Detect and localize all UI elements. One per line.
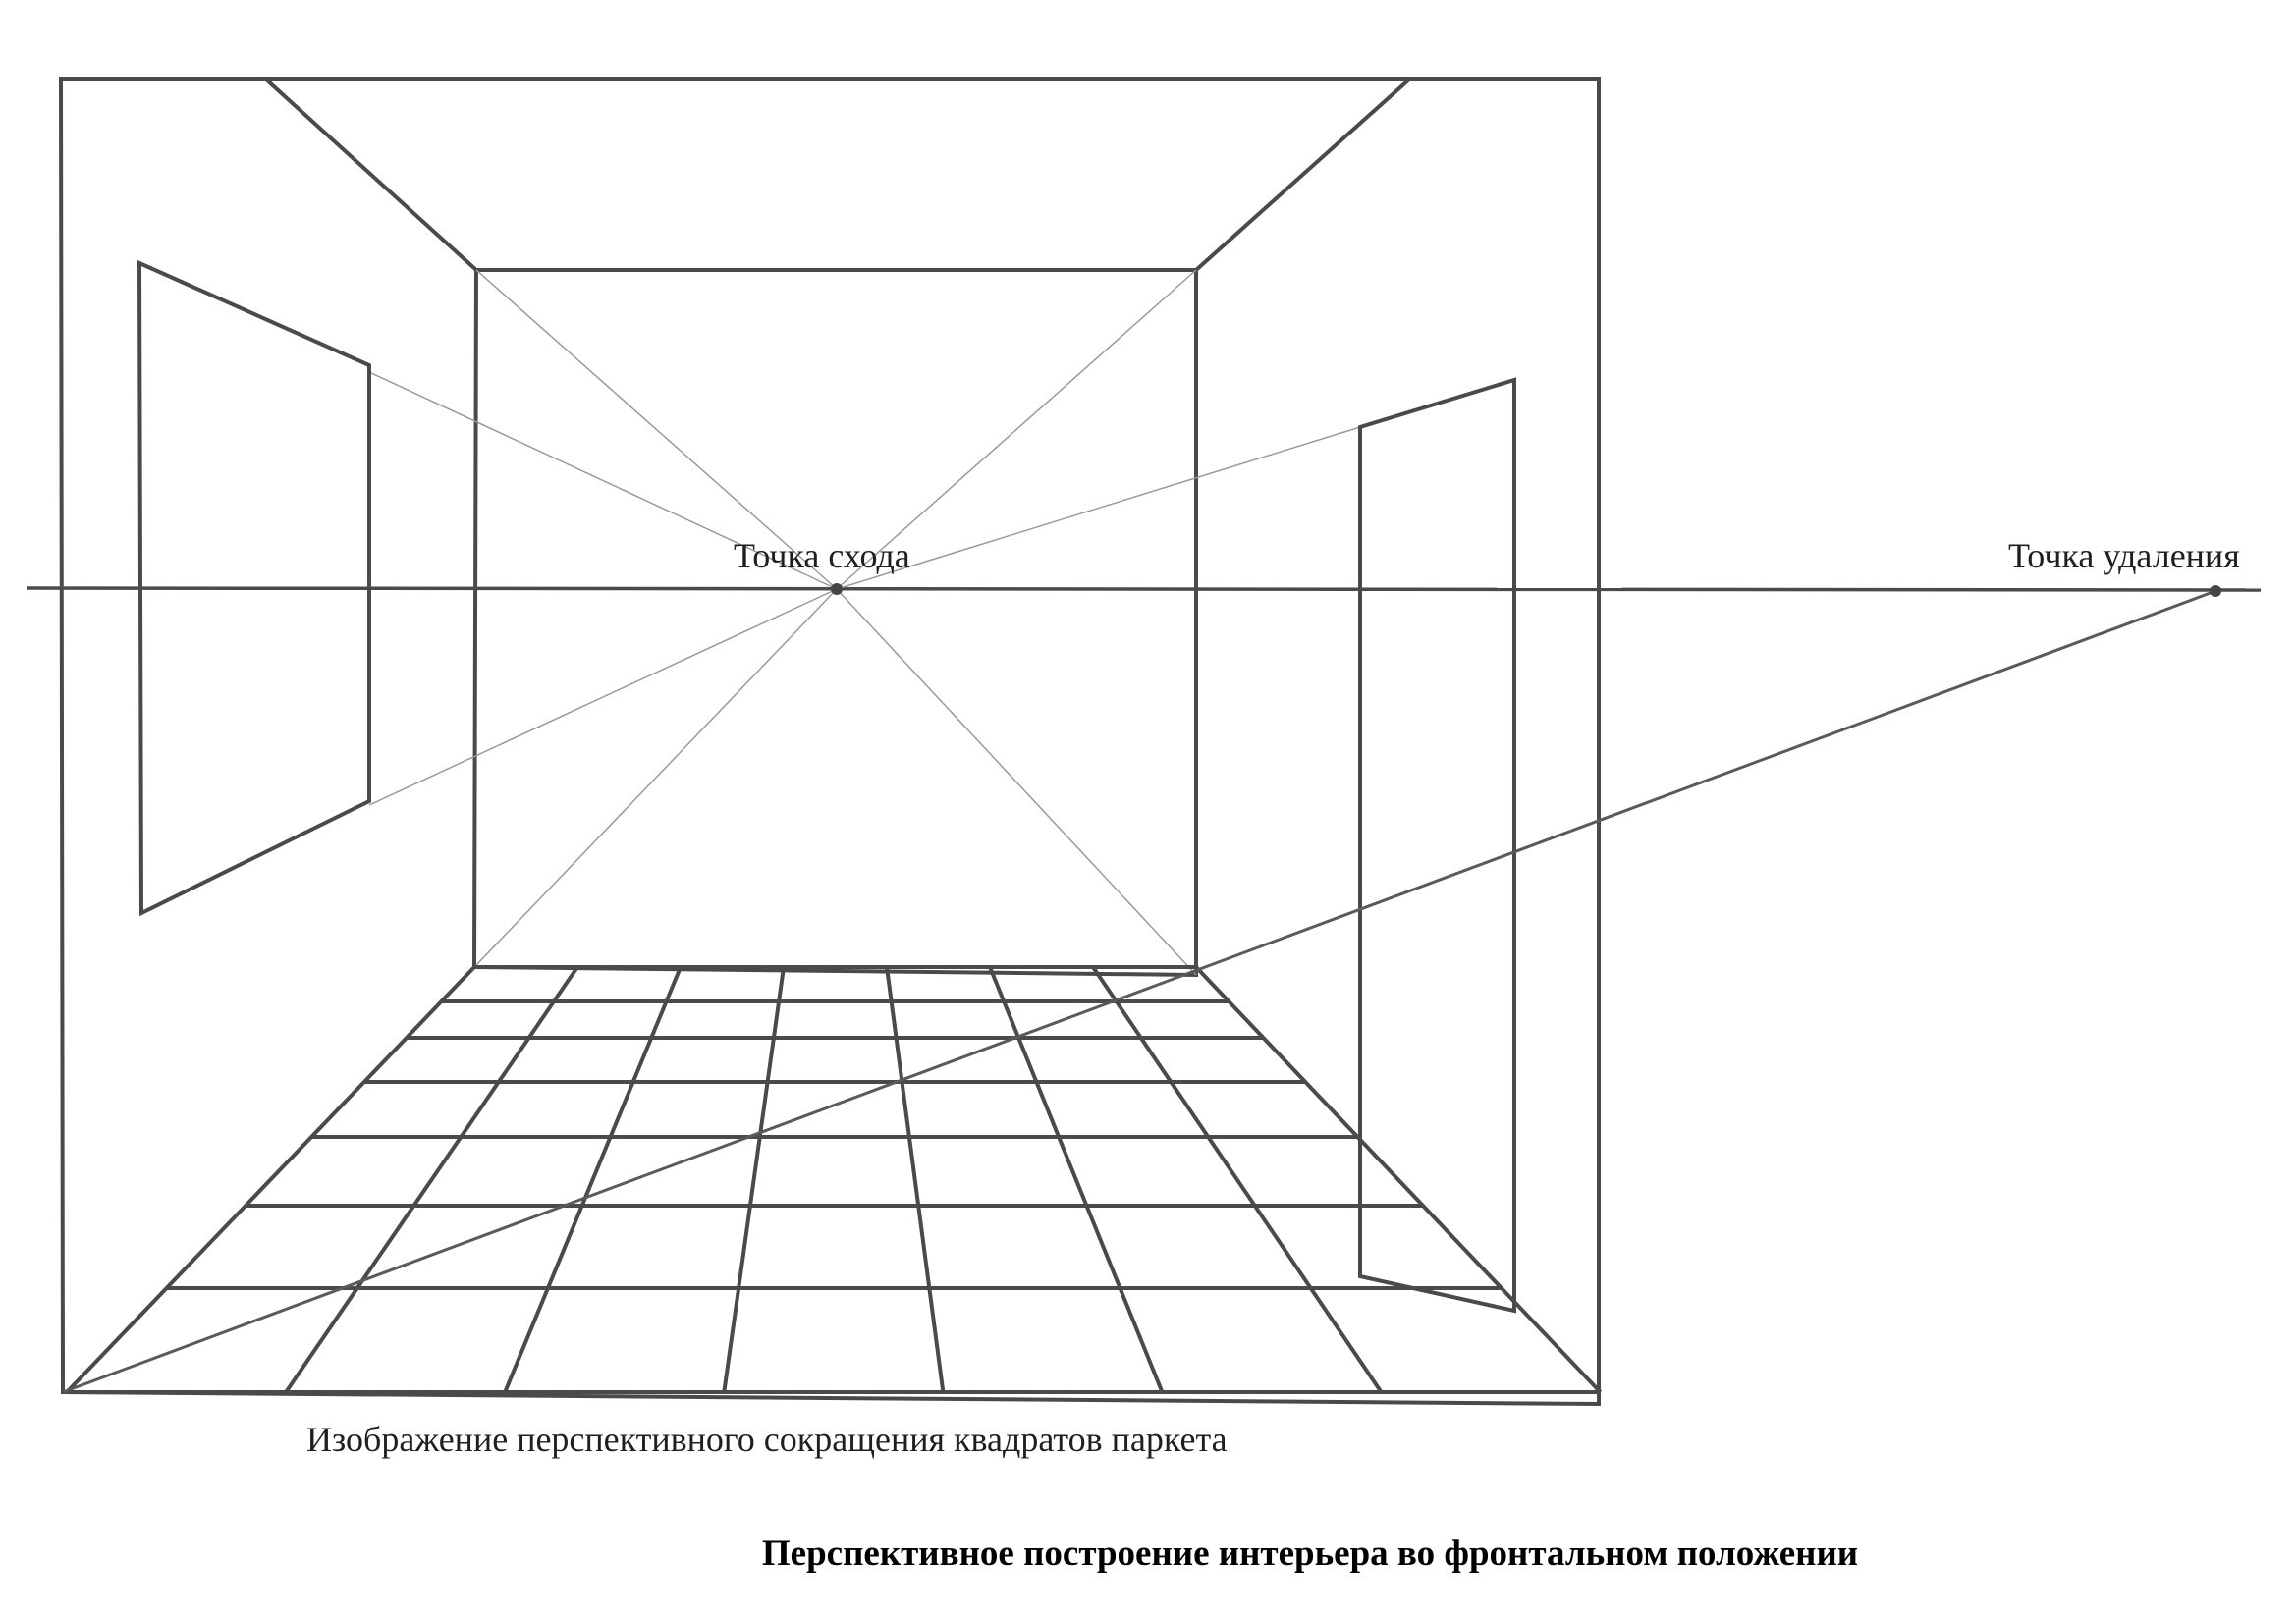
floor-receding-line (67, 967, 474, 1392)
ceiling-edge-right (1196, 79, 1410, 270)
distance-point-dot (2210, 585, 2221, 597)
floor-caption: Изображение перспективного сокращения квадратов паркета (306, 1420, 1228, 1459)
construction-lines (369, 270, 1360, 975)
floor-receding-line (724, 967, 784, 1392)
floor-receding-line (887, 967, 943, 1392)
floor-receding-line (505, 967, 681, 1392)
floor-grid (67, 967, 1601, 1392)
vanishing-point-label: Точка схода (734, 536, 910, 575)
distance-point-label: Точка удаления (2008, 536, 2240, 575)
diagonal-to-distance-point (63, 591, 2215, 1392)
horizon-line (27, 588, 2261, 590)
right-door (1360, 380, 1514, 1311)
floor-receding-line (1196, 967, 1601, 1392)
back-wall (474, 270, 1196, 975)
floor-receding-line (286, 967, 577, 1392)
page-title: Перспективное построение интерьера во фронтальном положении (761, 1534, 1859, 1574)
ceiling-edge-left (265, 79, 476, 270)
vanishing-point-dot (831, 583, 843, 595)
